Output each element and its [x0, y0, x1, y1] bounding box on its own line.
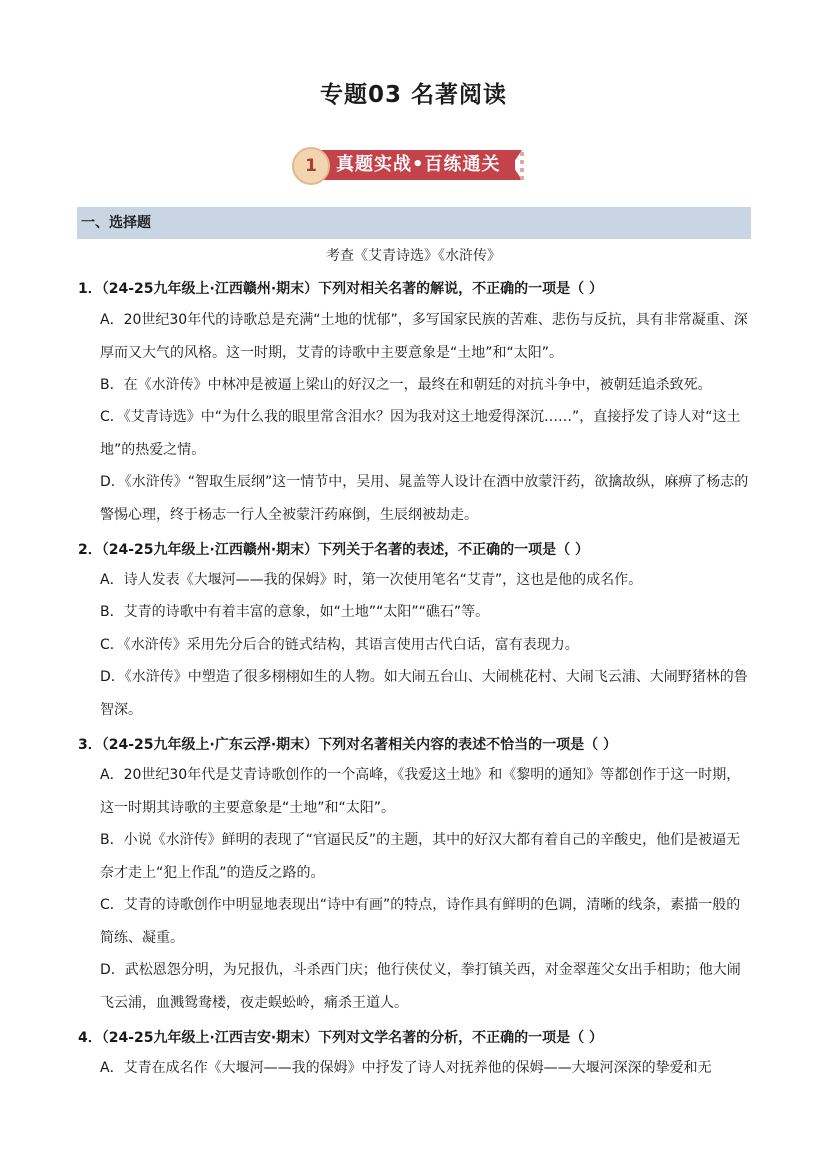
answer-option: D．《水浒传》中塑造了很多栩栩如生的人物。如大闹五台山、大闹桃花村、大闹飞云浦、大闹野猪林的鲁智深。 [100, 669, 748, 718]
answer-option: B．在《水浒传》中林冲是被逼上梁山的好汉之一，最终在和朝廷的对抗斗争中，被朝廷追杀致死。 [100, 377, 712, 393]
banner-text: 真题实战•百练通关 [336, 154, 501, 175]
answer-option: D．《水浒传》“智取生辰纲”这一情节中，吴用、晁盖等人设计在酒中放蒙汗药，欲擒故纵，麻痹了杨志的警惕心理，终于杨志一行人全被蒙汗药麻倒，生辰纲被劫走。 [100, 474, 749, 523]
topic-subtitle: 考查《艾青诗选》《水浒传》 [326, 248, 501, 264]
answer-option: A．艾青在成名作《大堰河——我的保姆》中抒发了诗人对抚养他的保姆——大堰河深深的挚爱和无 [100, 1060, 712, 1076]
answer-option: B．小说《水浒传》鲜明的表现了“官逼民反”的主题，其中的好汉大都有着自己的辛酸史，他们是被逼无奈才走上“犯上作乱”的造反之路的。 [100, 832, 741, 881]
answer-option: A．20世纪30年代的诗歌总是充满“土地的忧郁”，多写国家民族的苦难、悲伤与反抗，具有非常凝重、深厚而又大气的风格。这一时期，艾青的诗歌中主要意象是“土地”和“太阳”。 [100, 312, 748, 361]
answer-option: C．《艾青诗选》中“为什么我的眼里常含泪水？因为我对这土地爱得深沉……”，直接抒发了诗人对“这土地”的热爱之情。 [100, 409, 741, 458]
answer-option: D．武松恩怨分明，为兄报仇，斗杀西门庆；他行侠仗义，拳打镇关西，对金翠莲父女出手相助；他大闹飞云浦，血溅鸳鸯楼，夜走蜈蚣岭，痛杀王道人。 [100, 962, 741, 1011]
question-stem: 1．（24-25九年级上·江西赣州·期末）下列对相关名著的解说，不正确的一项是（ ） [78, 281, 604, 297]
answer-option: A．诗人发表《大堰河——我的保姆》时，第一次使用笔名“艾青”，这也是他的成名作。 [100, 572, 643, 588]
answer-option: B．艾青的诗歌中有着丰富的意象，如“土地”“太阳”“礁石”等。 [100, 604, 490, 620]
section-header [77, 207, 751, 239]
answer-option: C．《水浒传》采用先分后合的链式结构，其语言使用古代白话，富有表现力。 [100, 637, 579, 653]
question-stem: 4．（24-25九年级上·江西吉安·期末）下列对文学名著的分析，不正确的一项是（ ） [78, 1030, 604, 1046]
section-header-label: 一、选择题 [81, 215, 151, 231]
answer-option: A．20世纪30年代是艾青诗歌创作的一个高峰，《我爱这土地》和《黎明的通知》等都创作于这一时期，这一时期其诗歌的主要意象是“土地”和“太阳”。 [100, 767, 741, 816]
answer-option: C．艾青的诗歌创作中明显地表现出“诗中有画”的特点，诗作具有鲜明的色调，清晰的线条，素描一般的简练、凝重。 [100, 897, 741, 946]
banner-dots-decoration [516, 146, 526, 184]
section-banner [292, 146, 532, 184]
banner-number-badge: 1 [292, 147, 330, 185]
page-title: 专题03 名著阅读 [319, 82, 507, 108]
question-stem: 2．（24-25九年级上·江西赣州·期末）下列关于名著的表述，不正确的一项是（ ） [78, 542, 590, 558]
question-stem: 3．（24-25九年级上·广东云浮·期末）下列对名著相关内容的表述不恰当的一项是（ ） [78, 737, 618, 753]
